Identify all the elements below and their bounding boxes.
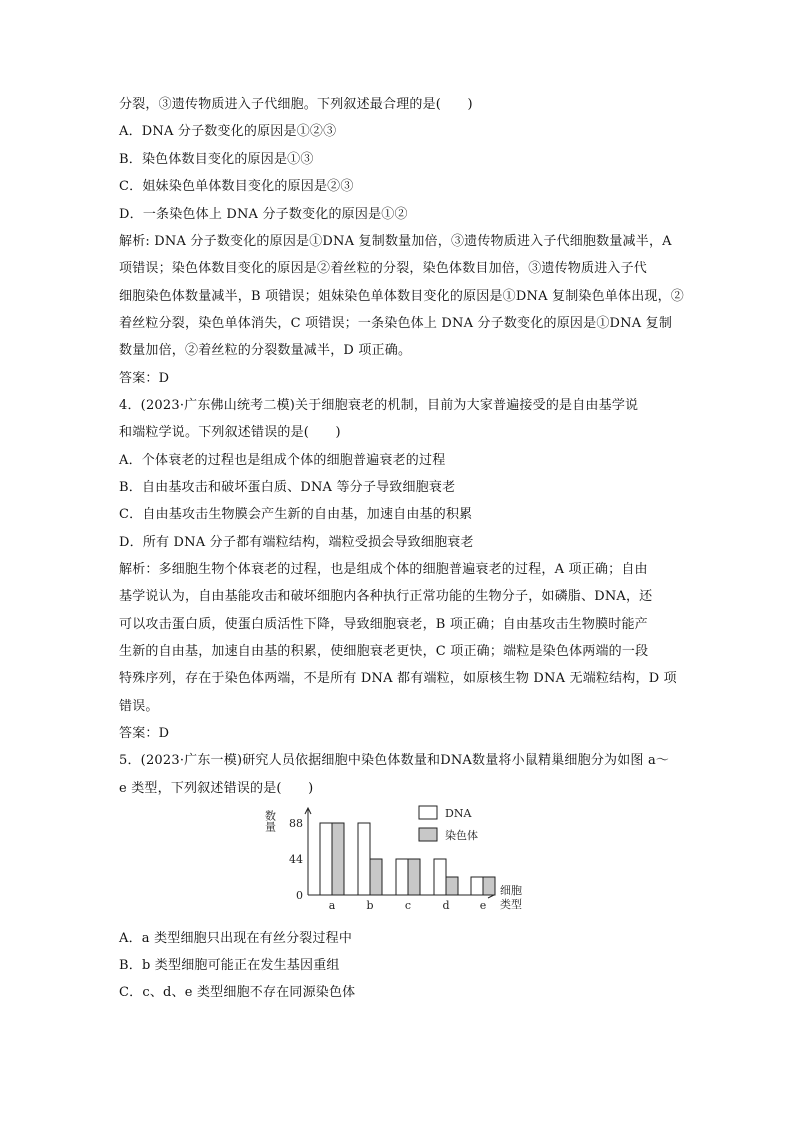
y-tick-label: 88 bbox=[289, 817, 303, 830]
bar-chromosome-a bbox=[332, 823, 344, 895]
bar-dna-a bbox=[320, 823, 332, 895]
bar-chart-svg bbox=[262, 800, 532, 916]
text-line: 答案：D bbox=[119, 726, 170, 741]
legend-label-chromosome: 染色体 bbox=[445, 829, 478, 842]
x-tick-label: c bbox=[404, 899, 412, 912]
x-axis-label-line2: 类型 bbox=[500, 898, 522, 911]
text-line: 特殊序列，存在于染色体两端，不是所有 DNA 都有端粒，如原核生物 DNA 无端粒结构，D 项 bbox=[119, 671, 677, 686]
legend-swatch-dna bbox=[419, 806, 437, 819]
bar-chromosome-c bbox=[408, 859, 420, 895]
y-tick-label: 44 bbox=[289, 853, 303, 866]
bar-chart bbox=[262, 800, 532, 916]
text-line: D．所有 DNA 分子都有端粒结构，端粒受损会导致细胞衰老 bbox=[119, 535, 474, 550]
text-line: C．自由基攻击生物膜会产生新的自由基，加速自由基的积累 bbox=[119, 507, 473, 522]
text-line: 可以攻击蛋白质，使蛋白质活性下降，导致细胞衰老，B 项正确；自由基攻击生物膜时能产 bbox=[119, 617, 648, 632]
text-line: B．染色体数目变化的原因是①③ bbox=[119, 152, 314, 167]
y-axis-label: 数量 bbox=[263, 810, 277, 832]
text-line: 5．(2023·广东一模)研究人员依据细胞中染色体数量和DNA数量将小鼠精巢细胞分为如图 a～ bbox=[119, 753, 670, 768]
bar-chromosome-b bbox=[370, 859, 382, 895]
text-line: D．一条染色体上 DNA 分子数变化的原因是①② bbox=[119, 207, 408, 222]
text-line: e 类型，下列叙述错误的是( ) bbox=[119, 781, 314, 796]
bar-chromosome-d bbox=[446, 877, 458, 895]
bar-dna-c bbox=[396, 859, 408, 895]
text-line: 着丝粒分裂，染色单体消失，C 项错误；一条染色体上 DNA 分子数变化的原因是①DNA 复制 bbox=[119, 316, 673, 331]
text-line: 细胞染色体数量减半，B 项错误；姐妹染色单体数目变化的原因是①DNA 复制染色单体出现，② bbox=[119, 289, 685, 304]
text-line: C．c、d、e 类型细胞不存在同源染色体 bbox=[119, 985, 356, 1000]
text-line: A．a 类型细胞只出现在有丝分裂过程中 bbox=[119, 931, 353, 946]
text-line: B．自由基攻击和破坏蛋白质、DNA 等分子导致细胞衰老 bbox=[119, 480, 456, 495]
x-tick-label: d bbox=[442, 899, 450, 912]
text-line: B．b 类型细胞可能正在发生基因重组 bbox=[119, 958, 340, 973]
text-line: A．个体衰老的过程也是组成个体的细胞普遍衰老的过程 bbox=[119, 453, 446, 468]
text-line: 答案：D bbox=[119, 371, 170, 386]
text-line: 错误。 bbox=[119, 699, 159, 714]
x-tick-label: a bbox=[328, 899, 336, 912]
legend-label-dna: DNA bbox=[445, 807, 472, 820]
text-line: 基学说认为，自由基能攻击和破坏细胞内各种执行正常功能的生物分子，如磷脂、DNA，还 bbox=[119, 589, 653, 604]
text-line: A．DNA 分子数变化的原因是①②③ bbox=[119, 124, 337, 139]
x-tick-label: e bbox=[479, 899, 487, 912]
text-line: 数量加倍，②着丝粒的分裂数量减半，D 项正确。 bbox=[119, 343, 412, 358]
text-line: 4．(2023·广东佛山统考二模)关于细胞衰老的机制，目前为大家普遍接受的是自由基学说 bbox=[119, 398, 639, 413]
text-line: 分裂，③遗传物质进入子代细胞。下列叙述最合理的是( ) bbox=[119, 97, 473, 112]
x-axis-label-line1: 细胞 bbox=[500, 884, 522, 897]
bar-dna-e bbox=[471, 877, 483, 895]
bar-dna-d bbox=[434, 859, 446, 895]
text-line: 解析: DNA 分子数变化的原因是①DNA 复制数量加倍，③遗传物质进入子代细胞数量减半，A bbox=[119, 234, 672, 249]
bar-chromosome-e bbox=[483, 877, 495, 895]
text-line: C．姐妹染色单体数目变化的原因是②③ bbox=[119, 179, 354, 194]
text-line: 解析：多细胞生物个体衰老的过程，也是组成个体的细胞普遍衰老的过程，A 项正确；自由 bbox=[119, 562, 648, 577]
legend-swatch-chromosome bbox=[419, 828, 437, 841]
x-tick-label: b bbox=[366, 899, 374, 912]
bar-dna-b bbox=[358, 823, 370, 895]
text-line: 项错误；染色体数目变化的原因是②着丝粒的分裂，染色体数目加倍，③遗传物质进入子代 bbox=[119, 261, 648, 276]
text-line: 生新的自由基，加速自由基的积累，使细胞衰老更快，C 项正确；端粒是染色体两端的一段 bbox=[119, 644, 649, 659]
y-tick-label: 0 bbox=[296, 889, 303, 902]
text-line: 和端粒学说。下列叙述错误的是( ) bbox=[119, 425, 341, 440]
